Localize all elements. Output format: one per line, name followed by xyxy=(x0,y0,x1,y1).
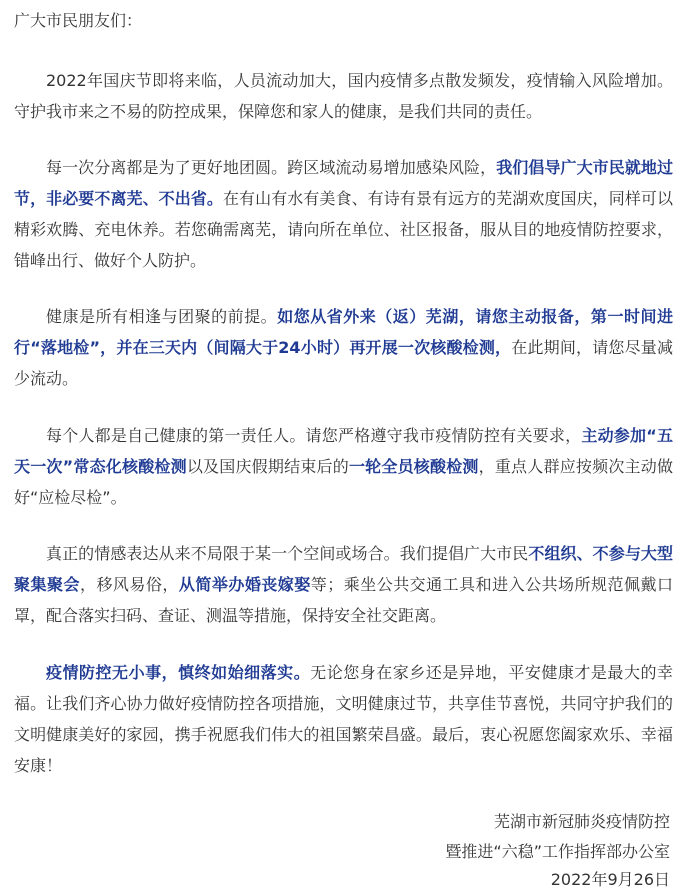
paragraph-text: ，重点人群应按频次主动做好“应检尽检”。 xyxy=(14,457,673,507)
paragraph-text: ，移风易俗， xyxy=(79,575,179,594)
paragraph-text: 在此期间，请您尽量减少流动。 xyxy=(14,338,673,388)
highlight-text: 一轮全员核酸检测 xyxy=(348,457,479,476)
highlight-text: 从简举办婚丧嫁娶 xyxy=(178,575,311,594)
paragraph-text: 2022年国庆节即将来临，人员流动加大，国内疫情多点散发频发，疫情输入风险增加。守护我市来之不易的防控成果，保障您和家人的健康，是我们共同的责任。 xyxy=(14,71,673,121)
paragraph-text: 无论您身在家乡还是异地，平安健康才是最大的幸福。让我们齐心协力做好疫情防控各项措施，文明健康过节，共享佳节喜悦，共同守护我们的文明健康美好的家园，携手祝愿我们伟大的祖国繁荣昌盛。最后，衷心祝愿您阖家欢乐、幸福安康！ xyxy=(14,663,673,775)
highlight-text: 我们倡导广大市民就地过节，非必要不离芜、不出省。 xyxy=(14,158,673,208)
paragraph-text: 健康是所有相逢与团聚的前提。 xyxy=(46,307,278,326)
paragraph-text: 每一次分离都是为了更好地团圆。跨区域流动易增加感染风险， xyxy=(46,158,497,177)
signature-org-line2: 暨推进“六稳”工作指挥部办公室 xyxy=(445,842,670,861)
paragraph-text: 等；乘坐公共交通工具和进入公共场所规范佩戴口罩，配合落实扫码、查证、测温等措施，保持安全社交距离。 xyxy=(14,575,673,625)
paragraph-stay-local xyxy=(14,152,673,276)
highlight-text: 不组织、不参与大型聚集聚会 xyxy=(14,544,673,594)
paragraph-gatherings xyxy=(14,538,673,631)
paragraph-text: 真正的情感表达从来不局限于某一个空间或场合。我们提倡广大市民 xyxy=(46,544,529,563)
greeting: 广大市民朋友们： xyxy=(14,11,143,30)
signature-date: 2022年9月26日 xyxy=(550,870,670,889)
paragraph-holiday-intro xyxy=(14,65,673,127)
paragraph-closing xyxy=(14,657,673,781)
paragraph-routine-testing xyxy=(14,420,673,513)
paragraph-arrival-testing xyxy=(14,301,673,394)
paragraph-text: 每个人都是自己健康的第一责任人。请您严格遵守我市疫情防控有关要求， xyxy=(46,426,582,445)
highlight-text: 主动参加“五天一次”常态化核酸检测 xyxy=(14,426,673,476)
signature-org-line1: 芜湖市新冠肺炎疫情防控 xyxy=(493,812,670,831)
highlight-text: 疫情防控无小事，慎终如始细落实。 xyxy=(46,663,311,682)
paragraph-text: 在有山有水有美食、有诗有景有远方的芜湖欢度国庆，同样可以精彩欢腾、充电休养。若您确需离芜，请向所在单位、社区报备，服从目的地疫情防控要求，错峰出行、做好个人防护。 xyxy=(14,189,673,270)
highlight-text: 如您从省外来（返）芜湖，请您主动报备，第一时间进行“落地检”，并在三天内（间隔大于24小时）再开展一次核酸检测， xyxy=(14,307,673,357)
paragraph-text: 以及国庆假期结束后的 xyxy=(186,457,349,476)
